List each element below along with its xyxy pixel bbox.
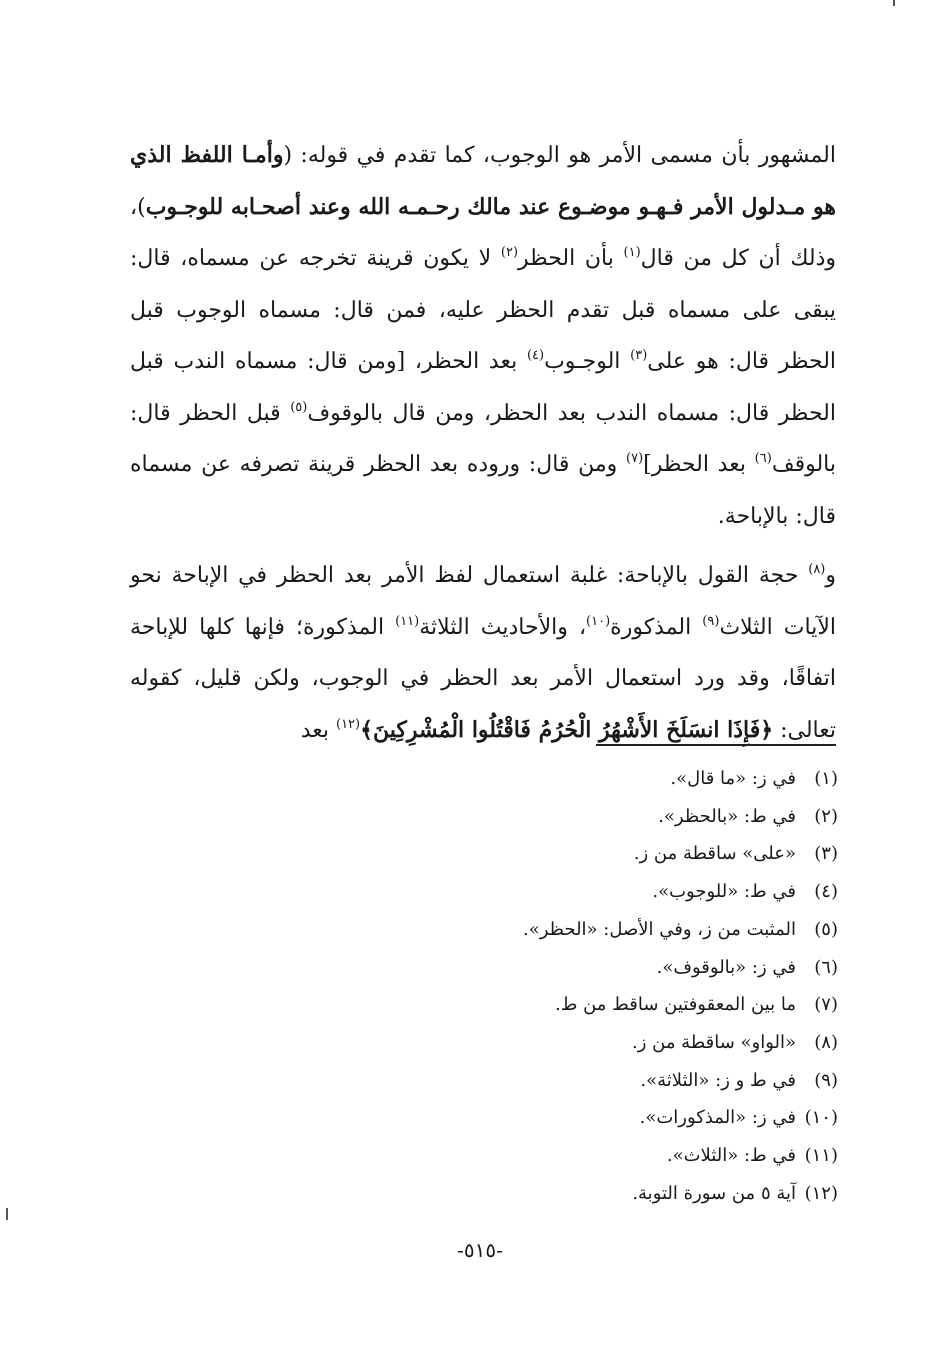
footnote-number: (٤) <box>814 881 838 903</box>
footnote-text: في ز: «ما قال». <box>670 768 796 789</box>
scan-mark-left <box>6 1208 8 1220</box>
footnote-ref-9: (٩) <box>702 613 720 629</box>
main-text <box>130 130 836 756</box>
footnote-ref-6: (٦) <box>754 451 772 466</box>
footnote-item <box>300 1137 838 1175</box>
footnote-text: ما بين المعقوفتين ساقط من ط. <box>555 994 796 1016</box>
footnote-number: (٩) <box>814 1069 838 1091</box>
footnote-item <box>300 1099 838 1137</box>
footnote-item <box>300 760 838 798</box>
footnote-text: في ط: «الثلاث». <box>666 1145 796 1167</box>
footnote-number: (٧) <box>814 994 838 1016</box>
footnote-item <box>300 1024 838 1062</box>
footnote-ref-7: (٧) <box>626 451 644 466</box>
paragraph-2: و$^{(٨)}$ حجة القول بالإباحة: غلبة استعمال لفظ الأمر بعد الحظر في الإباحة نحو الآيات الثلاث$^{(٩)}$ المذكورة$^{(١٠)}$، والأحاديث الثلاثة$^{(١١)}$ المذكورة؛ فإنها كلها للإباحة اتفاقًا، وقد ورد استعمال الأمر بعد الحظر في الوجوب، ولكن قليل، كقوله تعالى: ﴿فَإِذَا انسَلَخَ الأَشْهُرُ الْحُرُمُ فَاقْتُلُوا الْمُشْرِكِينَ﴾$^{(١٢)}$ بعد <box>130 562 836 743</box>
footnotes-list <box>300 760 838 1212</box>
footnote-item <box>300 949 838 987</box>
footnote-text: في ز: «بالوقوف». <box>656 956 796 978</box>
footnote-number: (٣) <box>814 843 838 865</box>
footnote-text: في ط: «للوجوب». <box>652 881 796 903</box>
footnote-text: في ط و ز: «الثلاثة». <box>640 1069 796 1091</box>
footnote-ref-12: (١٢) <box>335 716 361 732</box>
scan-mark-top <box>893 0 895 6</box>
footnote-number: (٦) <box>814 956 838 978</box>
footnote-ref-2: (٢) <box>500 245 519 260</box>
page-number: -٥١٥- <box>457 1238 503 1262</box>
footnote-number: (٨) <box>814 1031 838 1053</box>
footnote-number: (٢) <box>814 805 838 827</box>
footnote-ref-1: (١) <box>623 245 641 260</box>
footnote-text: المثبت من ز، وفي الأصل: «الحظر». <box>523 918 796 940</box>
footnote-text: في ز: «المذكورات». <box>639 1107 796 1129</box>
footnote-number: (١٠) <box>804 1107 838 1129</box>
quoted-text-bold: وأمـا اللفظ الذي هو مـدلول الأمر فـهـو موضـوع عند مالك رحـمـه الله وعند أصحـابه للوجـوب <box>130 142 836 220</box>
footnote-item <box>300 1175 838 1213</box>
footnote-ref-8: (٨) <box>808 562 826 577</box>
footnote-item <box>300 835 838 873</box>
footnote-number: (١١) <box>804 1145 838 1167</box>
footnote-item <box>300 986 838 1024</box>
footnote-text: آية ٥ من سورة التوبة. <box>632 1182 796 1204</box>
footnote-number: (١) <box>814 768 838 789</box>
footnote-ref-3: (٣) <box>630 348 648 363</box>
footnote-text: «الواو» ساقطة من ز. <box>631 1031 796 1053</box>
footnote-item <box>300 911 838 949</box>
footnote-text: في ط: «بالحظر». <box>658 805 796 827</box>
footnote-number: (١٢) <box>804 1182 838 1204</box>
footnote-text: «على» ساقطة من ز. <box>633 843 796 865</box>
footnote-item <box>300 873 838 911</box>
footnote-ref-5: (٥) <box>290 399 308 415</box>
footnote-ref-4: (٤) <box>526 348 545 363</box>
paragraph-1: المشهور بأن مسمى الأمر هو الوجوب، كما تقدم في قوله: (وأمـا اللفظ الذي هو مـدلول الأمر فـهـو موضـوع عند مالك رحـمـه الله وعند أصحـابه للوجـوب)، وذلك أن كل من قال$^{(١)}$ بأن الحظر$^{(٢)}$ لا يكون قرينة تخرجه عن مسماه، قال: يبقى على مسماه قبل تقدم الحظر عليه، فمن قال: مسماه الوجوب قبل الحظر قال: هو على$^{(٣)}$ الوجـوب$^{(٤)}$ بعد الحظر، [ومن قال: مسماه الندب قبل الحظر قال: مسماه الندب بعد الحظر، ومن قال بالوقوف$^{(٥)}$ قبل الحظر قال: بالوقف$^{(٦)}$ بعد الحظر]$^{(٧)}$ ومن قال: وروده بعد الحظر قرينة تصرفه عن مسماه قال: بالإباحة. <box>130 142 837 529</box>
footnote-ref-10: (١٠) <box>586 613 611 629</box>
footnote-item <box>300 798 838 836</box>
quran-verse: ﴿فَإِذَا انسَلَخَ الأَشْهُرُ الْحُرُمُ فَاقْتُلُوا الْمُشْرِكِينَ﴾ <box>360 716 774 743</box>
footnote-ref-11: (١١) <box>395 613 420 629</box>
footnote-number: (٥) <box>814 918 838 940</box>
footnote-item <box>300 1062 838 1100</box>
footnote-separator <box>596 744 836 746</box>
